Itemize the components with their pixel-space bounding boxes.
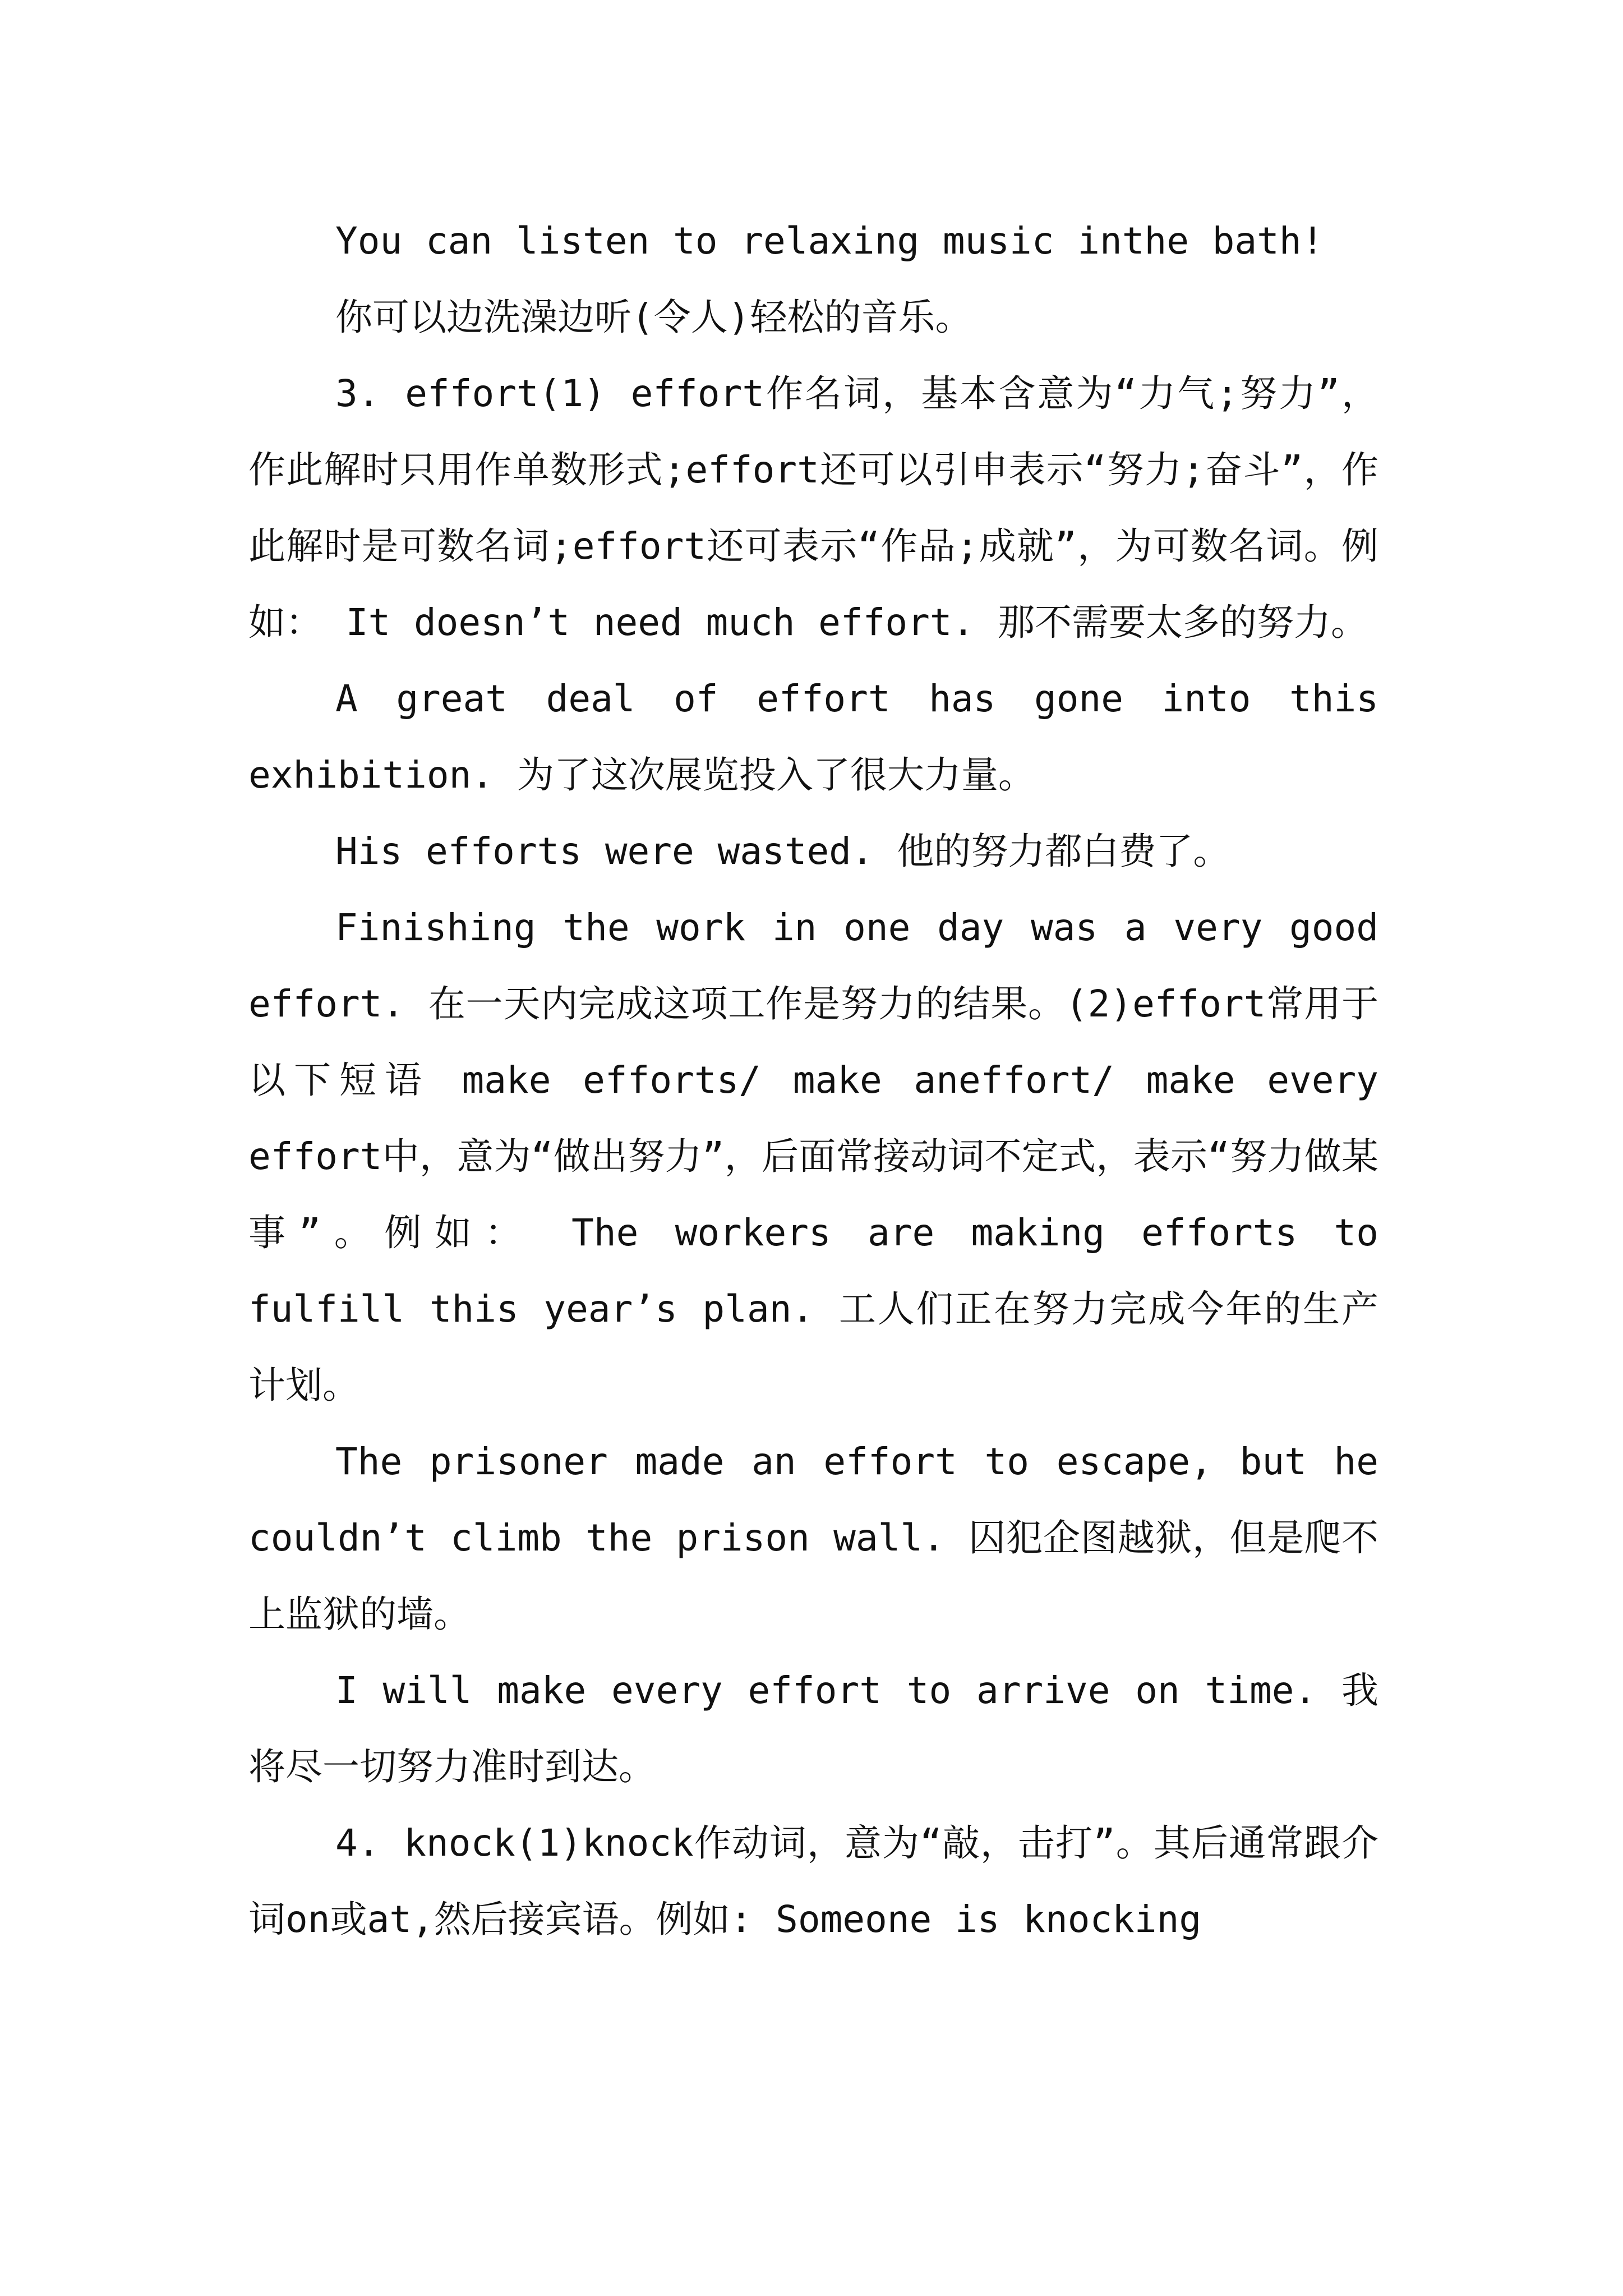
- paragraph-4: A great deal of effort has gone into this exhibition. 为了这次展览投入了很大力量。: [248, 677, 1378, 797]
- document-body: [248, 203, 1378, 1958]
- paragraph-8: I will make every effort to arrive on time. 我将尽一切努力准时到达。: [248, 1669, 1378, 1788]
- paragraph-9: 4. knock(1)knock作动词，意为“敲，击打”。其后通常跟介词on或at,然后接宾语。例如: Someone is knocking: [248, 1821, 1378, 1941]
- paragraph-6: Finishing the work in one day was a very good effort. 在一天内完成这项工作是努力的结果。(2)effort常用于以下短语 make efforts/ make aneffort/ make every effort中，意为“做出努力”，后面常接动词不定式，表示“努力做某事”。例如： The workers are making efforts to fulfill this year’s plan. 工人们正在努力完成今年的生产计划。: [248, 906, 1378, 1407]
- paragraph-5: His efforts were wasted. 他的努力都白费了。: [335, 830, 1230, 873]
- paragraph-7: The prisoner made an effort to escape, but he couldn’t climb the prison wall. 囚犯企图越狱，但是爬不上监狱的墙。: [248, 1440, 1378, 1636]
- paragraph-1: You can listen to relaxing music inthe bath!: [335, 219, 1324, 263]
- paragraph-2: 你可以边洗澡边听(令人)轻松的音乐。: [335, 296, 972, 339]
- paragraph-3: 3. effort(1) effort作名词，基本含意为“力气;努力”，作此解时只用作单数形式;effort还可以引申表示“努力;奋斗”，作此解时是可数名词;effort还可表示“作品;成就”，为可数名词。例如： It doesn’t need much effort. 那不需要太多的努力。: [248, 372, 1378, 644]
